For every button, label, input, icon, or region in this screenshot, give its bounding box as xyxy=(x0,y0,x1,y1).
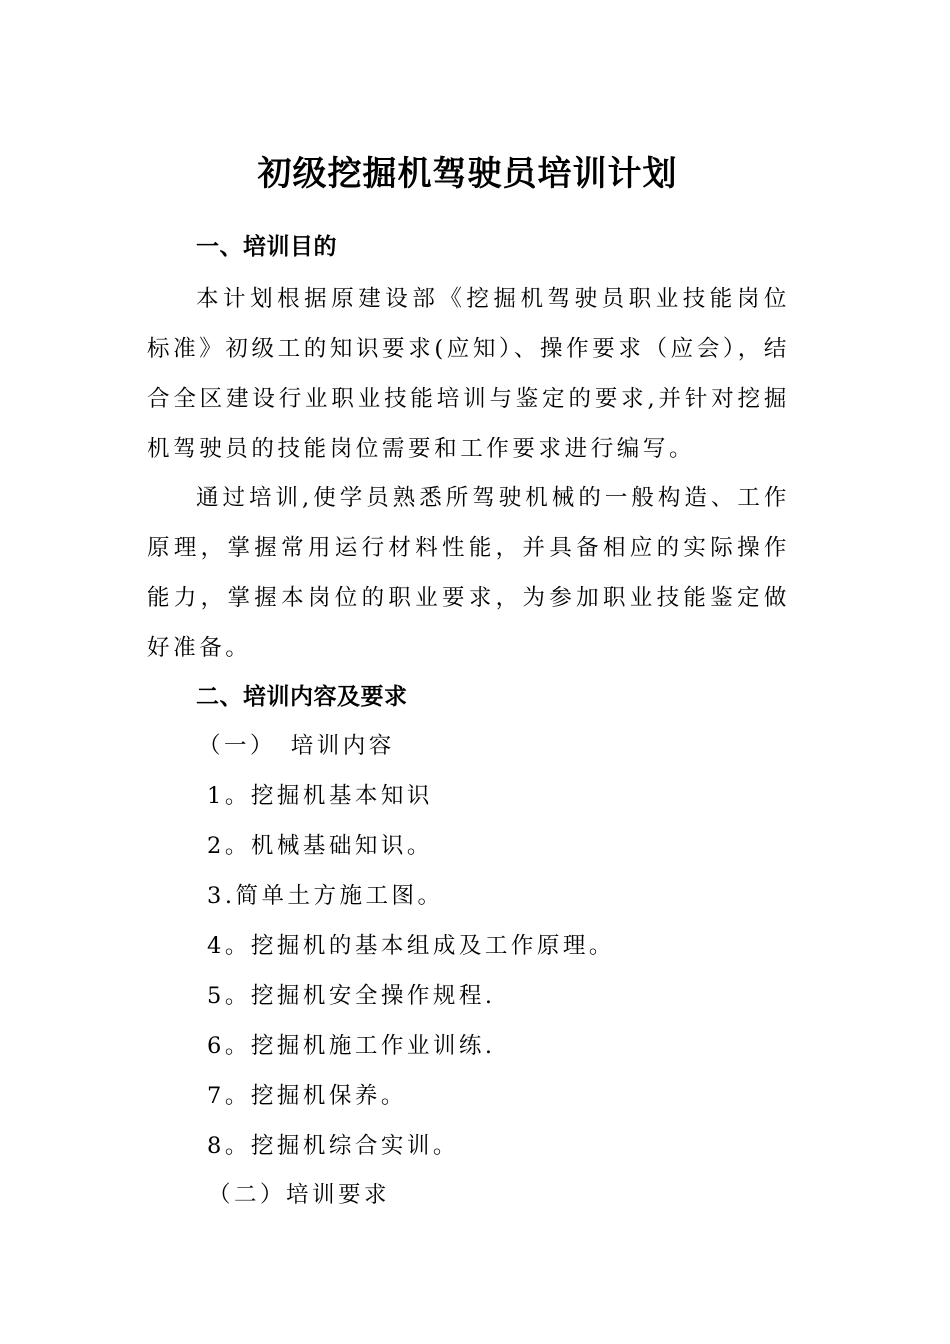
section-heading-training-content: 二、培训内容及要求 xyxy=(196,684,408,710)
subsection-heading-requirements: （二）培训要求 xyxy=(208,1182,391,1208)
list-item: 5。挖掘机安全操作规程. xyxy=(207,983,496,1009)
section-heading-training-purpose: 一、培训目的 xyxy=(196,234,337,260)
subsection-heading-content: （一） 培训内容 xyxy=(198,733,395,759)
list-item: 7。挖掘机保养。 xyxy=(207,1083,407,1109)
paragraph-plan-basis: 本计划根据原建设部《挖掘机驾驶员职业技能岗位标准》初级工的知识要求(应知）、操作要求（应会），结合全区建设行业职业技能培训与鉴定的要求,并针对挖掘机驾驶员的技能岗位需要和工作要求进行编写。 xyxy=(147,286,790,462)
list-item: 1。挖掘机基本知识 xyxy=(207,783,433,809)
list-item: 2。机械基础知识。 xyxy=(207,833,433,859)
list-item: 8。挖掘机综合实训。 xyxy=(207,1133,459,1159)
list-item: 3.简单土方施工图。 xyxy=(207,883,444,909)
document-title: 初级挖掘机驾驶员培训计划 xyxy=(257,154,678,194)
list-item: 4。挖掘机的基本组成及工作原理。 xyxy=(207,933,615,959)
paragraph-training-goal: 通过培训,使学员熟悉所驾驶机械的一般构造、工作原理，掌握常用运行材料性能，并具备相应的实际操作能力，掌握本岗位的职业要求，为参加职业技能鉴定做好准备。 xyxy=(147,485,790,661)
list-item: 6。挖掘机施工作业训练. xyxy=(207,1033,496,1059)
